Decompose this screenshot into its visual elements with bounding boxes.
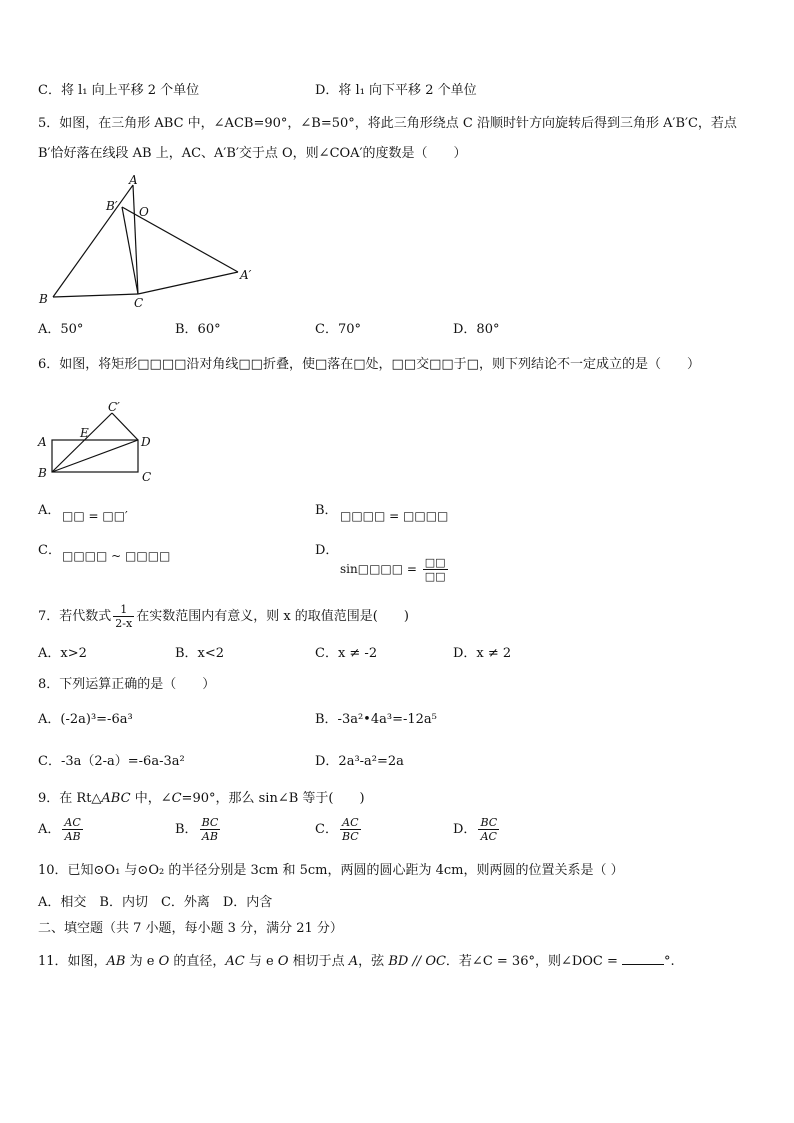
q11-t2: 的直径， bbox=[169, 954, 226, 969]
q10-stem: 10．已知⊙O₁ 与⊙O₂ 的半径分别是 3cm 和 5cm，两圆的圆心距为 4cm，则两圆的位置关系是（ ） bbox=[38, 863, 624, 878]
q8-option-c: C．-3a（2-a）=-6a-3a² bbox=[38, 754, 185, 769]
q7-option-d: D．x ≠ 2 bbox=[453, 646, 512, 661]
q5-label-o: O bbox=[139, 205, 149, 219]
q9-option-a-num: AC bbox=[64, 816, 81, 829]
q9-prefix: 9．在 Rt△ bbox=[38, 791, 102, 806]
q5-option-b: B．60° bbox=[175, 322, 221, 337]
q11-t7: °. bbox=[664, 954, 675, 969]
q9-option-b-num: BC bbox=[201, 816, 219, 829]
q11-bd-parallel-oc: BD // OC bbox=[388, 954, 446, 969]
q5-label-b: B bbox=[39, 292, 48, 306]
q5-label-b-prime: B′ bbox=[106, 199, 118, 213]
q6-option-d-denominator: □□ bbox=[424, 570, 446, 583]
q9-option-c-letter: C． bbox=[315, 822, 338, 837]
q11-t6: ．若∠C = 36°，则∠DOC = bbox=[445, 954, 623, 969]
q5-option-a: A．50° bbox=[38, 322, 84, 337]
q9-option-c-den: BC bbox=[341, 830, 359, 843]
q9-option-c-fraction bbox=[340, 816, 361, 843]
q7-option-a: A．x>2 bbox=[38, 646, 87, 661]
q9-option-d-num: BC bbox=[480, 816, 498, 829]
q9-option-d-fraction bbox=[478, 816, 499, 843]
q6-label-c-prime: C′ bbox=[108, 400, 120, 414]
q7-frac-num: 1 bbox=[113, 603, 134, 617]
q9-option-b-letter: B． bbox=[175, 822, 198, 837]
q9-angle: C bbox=[171, 791, 182, 806]
q9-option-a-fraction bbox=[62, 816, 82, 843]
q6-figure bbox=[30, 398, 170, 490]
q9-option-a-den: AB bbox=[64, 830, 81, 843]
q6-label-d: D bbox=[141, 435, 151, 449]
q10-options: A．相交 B．内切 C．外离 D．内含 bbox=[38, 895, 273, 910]
q11-t4: 相切于点 bbox=[288, 954, 349, 969]
q9-triangle: ABC bbox=[101, 791, 131, 806]
q6-label-e: E bbox=[80, 426, 89, 440]
q5-label-a: A bbox=[129, 173, 138, 187]
q9-option-d-den: AC bbox=[480, 830, 497, 843]
q7-option-c: C．x ≠ -2 bbox=[315, 646, 378, 661]
q7-option-b: B．x<2 bbox=[175, 646, 225, 661]
q6-option-d-fraction bbox=[423, 556, 448, 583]
q5-stem-line1: 5．如图，在三角形 ABC 中，∠ACB=90°，∠B=50°，将此三角形绕点 C 沿顺时针方向旋转后得到三角形 A′B′C，若点 bbox=[38, 116, 737, 131]
q9-option-a-letter: A． bbox=[38, 822, 61, 837]
q6-label-b: B bbox=[38, 466, 47, 480]
q4-option-c: C．将 l₁ 向上平移 2 个单位 bbox=[38, 83, 200, 98]
q9-option-c bbox=[315, 816, 363, 843]
q6-option-a-text: □□ = □□′ bbox=[62, 509, 128, 523]
q9-option-b bbox=[175, 816, 222, 843]
q7-fraction bbox=[113, 603, 134, 630]
q7-frac-den: 2-x bbox=[115, 617, 133, 630]
q5-figure bbox=[30, 172, 270, 312]
q6-option-b-letter: B． bbox=[315, 503, 338, 518]
q11-prefix: 11．如图， bbox=[38, 954, 107, 969]
q5-option-d: D．80° bbox=[453, 322, 500, 337]
q9-option-d-letter: D． bbox=[453, 822, 477, 837]
q11-t5: ，弦 bbox=[358, 954, 389, 969]
q7-stem bbox=[38, 603, 409, 630]
q5-stem-line2: B′恰好落在线段 AB 上，AC、A′B′交于点 O，则∠COA′的度数是（ ） bbox=[38, 146, 467, 161]
q6-option-d-text bbox=[340, 556, 450, 583]
q11-t1: 为 e bbox=[125, 954, 159, 969]
q9-stem bbox=[38, 790, 365, 808]
q11-answer-blank bbox=[622, 952, 664, 965]
q7-suffix: 在实数范围内有意义，则 x 的取值范围是( ) bbox=[136, 609, 409, 624]
q11-point-a: A bbox=[348, 954, 359, 969]
q9-middle: 中，∠ bbox=[130, 791, 172, 806]
q11-ab: AB bbox=[106, 954, 126, 969]
section2-title: 二、填空题（共 7 小题，每小题 3 分，满分 21 分） bbox=[38, 921, 343, 936]
q5-option-c: C．70° bbox=[315, 322, 361, 337]
q4-option-d: D．将 l₁ 向下平移 2 个单位 bbox=[315, 83, 477, 98]
q6-option-d-prefix: sin□□□□ = bbox=[340, 562, 417, 576]
q6-option-c-text: □□□□ ~ □□□□ bbox=[62, 549, 171, 563]
q6-label-a: A bbox=[38, 435, 47, 449]
q5-label-a-prime: A′ bbox=[240, 268, 252, 282]
q11-ac: AC bbox=[225, 954, 245, 969]
q11-t3: 与 e bbox=[244, 954, 278, 969]
q8-option-b: B．-3a²•4a³=-12a⁵ bbox=[315, 712, 437, 727]
q9-option-a bbox=[38, 816, 85, 843]
q11-o1: O bbox=[158, 954, 170, 969]
q5-label-c: C bbox=[134, 296, 144, 310]
q6-label-c: C bbox=[142, 470, 152, 484]
q6-option-d-letter: D． bbox=[315, 543, 339, 558]
q6-option-c-letter: C． bbox=[38, 543, 61, 558]
q9-option-b-fraction bbox=[200, 816, 221, 843]
q6-option-b-text: □□□□ = □□□□ bbox=[340, 509, 449, 523]
q11-stem bbox=[38, 952, 675, 971]
q9-option-b-den: AB bbox=[201, 830, 218, 843]
q11-o2: O bbox=[277, 954, 289, 969]
q6-stem: 6．如图，将矩形□□□□沿对角线□□折叠，使□落在□处，□□交□□于□，则下列结论不一定成立的是（ ） bbox=[38, 357, 700, 372]
q8-option-d: D．2a³-a²=2a bbox=[315, 754, 404, 769]
q9-option-d bbox=[453, 816, 501, 843]
q6-option-a-letter: A． bbox=[38, 503, 61, 518]
q9-option-c-num: AC bbox=[340, 816, 361, 830]
q8-stem: 8．下列运算正确的是（ ） bbox=[38, 677, 216, 692]
q8-option-a: A．(-2a)³=-6a³ bbox=[38, 712, 133, 727]
q7-prefix: 7．若代数式 bbox=[38, 609, 112, 624]
q6-option-d-numerator: □□ bbox=[424, 556, 446, 569]
q9-suffix: =90°，那么 sin∠B 等于( ) bbox=[181, 791, 365, 806]
